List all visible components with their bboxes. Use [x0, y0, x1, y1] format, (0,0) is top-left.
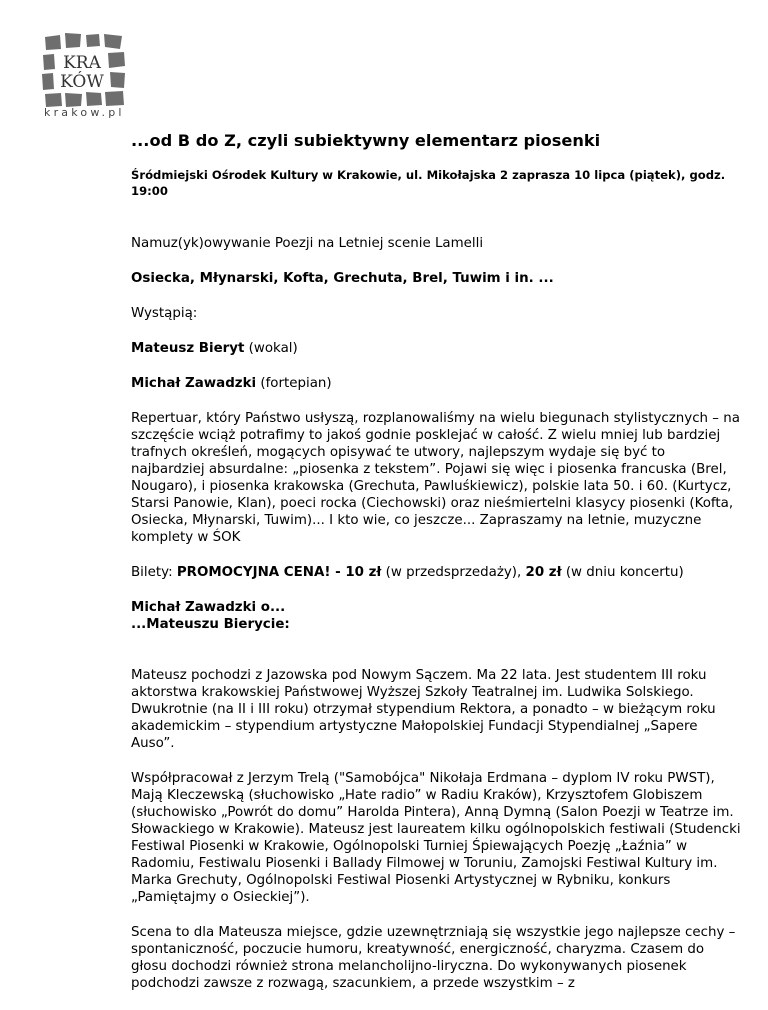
authors-line — [131, 270, 741, 287]
logo-letters-bottom: KÓW — [60, 72, 104, 92]
about-line-2: ...Mateuszu Bierycie: — [131, 617, 290, 632]
article — [131, 131, 741, 1010]
performer-1 — [131, 340, 741, 357]
performer-2 — [131, 375, 741, 392]
performer-1-role: (wokal) — [244, 341, 298, 356]
logo-letters-top: KRA — [63, 53, 101, 73]
tickets-line — [131, 564, 741, 581]
event-lead: Śródmiejski Ośrodek Kultury w Krakowie, ul. Mikołajska 2 zaprasza 10 lipca (piątek), godz. 19:00 — [131, 168, 726, 198]
performer-2-name: Michał Zawadzki — [131, 376, 257, 391]
bio-paragraph-1: Mateusz pochodzi z Jazowska pod Nowym Sączem. Ma 22 lata. Jest studentem III roku aktorstwa krakowskiej Państwowej Wyższej Szkoły Teatralnej im. Ludwika Solskiego. Dwukrotnie (na II i III roku) otrzymał stypendium Rektora, a ponadto – w bieżącym roku akademickim – stypendium artystyczne Małopolskiej Fundacji Stypendialnej „Sapere Auso”. — [131, 668, 716, 751]
logo-site-url[interactable]: krakow.pl — [44, 106, 125, 119]
tickets-label: Bilety: — [131, 565, 177, 580]
tickets-price-day: 20 zł — [525, 565, 562, 580]
performer-2-role: (fortepian) — [256, 376, 332, 391]
about-line-1: Michał Zawadzki o... — [131, 600, 286, 615]
performer-1-name: Mateusz Bieryt — [131, 341, 245, 356]
tickets-presale: (w przedsprzedaży), — [381, 565, 526, 580]
krakow-logo-mark — [40, 30, 132, 108]
repertoire-paragraph: Repertuar, który Państwo usłyszą, rozplanowaliśmy na wielu biegunach stylistycznych – na szczęście wciąż potrafimy to jakoś godnie posklejać w całość. Z wielu mniej lub bardziej trafnych określeń, mogących opisywać te utwory, najlepszym wydaje się być to najbardziej absurdalne: „piosenka z tekstem”. Pojawi się więc i piosenka francuska (Brel, Nougaro), i piosenka krakowska (Grechuta, Pawluśkiewicz), polskie lata 50. i 60. (Kurtycz, Starsi Panowie, Klan), poeci rocka (Ciechowski) oraz nieśmiertelni klasycy piosenki (Kofta, Osiecka, Młynarski, Tuwim)... I kto wie, co jeszcze... Zapraszamy na letnie, muzyczne komplety w ŚOK — [131, 411, 740, 545]
tickets-day: (w dniu koncertu) — [561, 565, 684, 580]
authors-text: Osiecka, Młynarski, Kofta, Grechuta, Brel, Tuwim i in. ... — [131, 271, 554, 286]
intro-paragraph: Namuz(yk)owywanie Poezji na Letniej scenie Lamelli — [131, 236, 484, 251]
about-heading — [131, 599, 741, 633]
bio-paragraph-2: Współpracował z Jerzym Trelą ("Samobójca" Nikołaja Erdmana – dyplom IV roku PWST), Mają Kleczewską (słuchowisko „Hate radio” w Radiu Kraków), Krzysztofem Globiszem (słuchowisko „Powrót do domu” Harolda Pintera), Anną Dymną (Salon Poezji w Teatrze im. Słowackiego w Krakowie). Mateusz jest laureatem kilku ogólnopolskich festiwali (Studencki Festiwal Piosenki w Krakowie, Ogólnopolski Turniej Śpiewających Poezję „Łaźnia” w Radomiu, Festiwalu Piosenki i Ballady Filmowej w Toruniu, Zamojski Festiwal Kultury im. Marka Grechuty, Ogólnopolski Festiwal Piosenki Artystycznej w Rybniku, konkurs „Pamiętajmy o Osieckiej”). — [131, 771, 741, 905]
tickets-promo: PROMOCYJNA CENA! - 10 zł — [176, 565, 382, 580]
page-title: ...od B do Z, czyli subiektywny elementarz piosenki — [131, 131, 601, 150]
bio-paragraph-3: Scena to dla Mateusza miejsce, gdzie uzewnętrzniają się wszystkie jego najlepsze cechy – spontaniczność, poczucie humoru, kreatywność, energiczność, charyzma. Czasem do głosu dochodzi również strona melancholijno-liryczna. Do wykonywanych piosenek podchodzi zawsze z rozwagą, szacunkiem, a przede wszystkim – z — [131, 925, 736, 991]
performers-heading: Wystąpią: — [131, 306, 198, 321]
